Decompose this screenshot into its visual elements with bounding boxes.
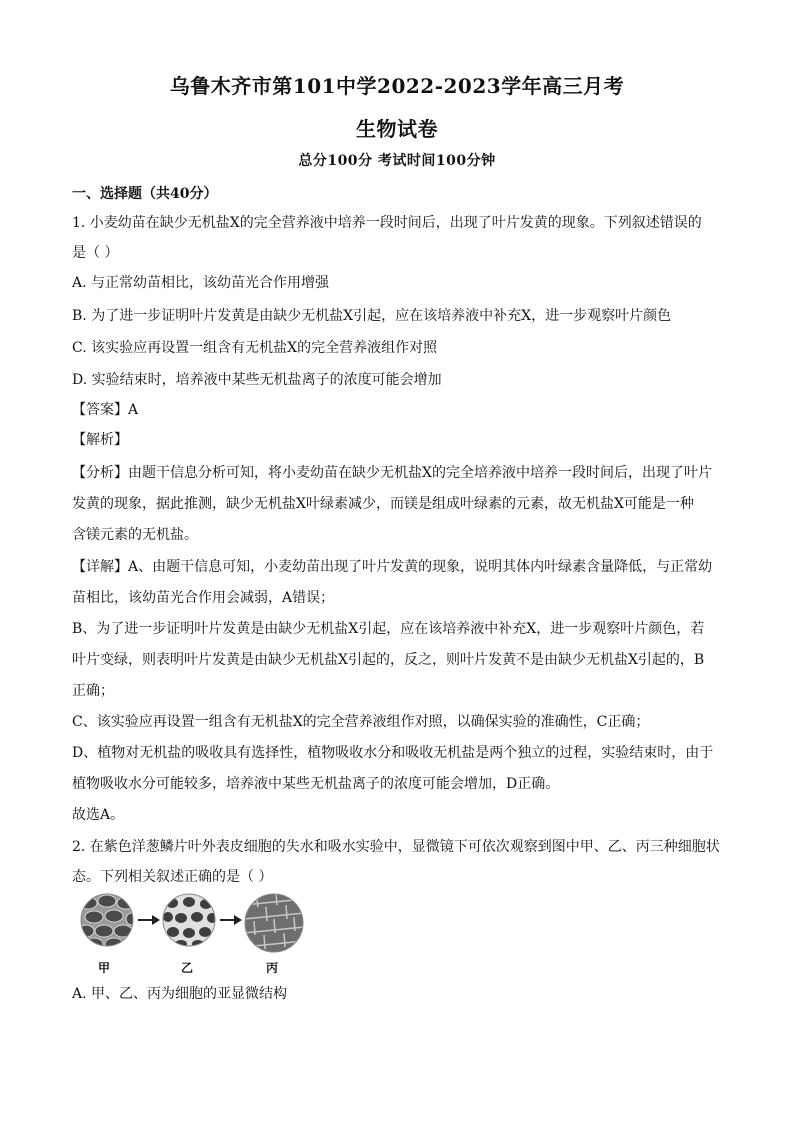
cell-image-bing: [244, 893, 304, 953]
q2-option-a: A. 甲、乙、丙为细胞的亚显微结构: [72, 986, 288, 1002]
cell-state-figure: [80, 893, 320, 975]
q1-option-a: A. 与正常幼苗相比，该幼苗光合作用增强: [72, 275, 330, 291]
arrow-icon: [138, 915, 160, 925]
q1-analysis-label: 【解析】: [72, 432, 128, 448]
exam-subtitle: 生物试卷: [356, 117, 438, 141]
exam-title: 乌鲁木齐市第101中学2022-2023学年高三月考: [169, 74, 625, 98]
q1-stem-line1: 1. 小麦幼苗在缺少无机盐X的完全营养液中培养一段时间后，出现了叶片发黄的现象。下列叙述错误的: [72, 215, 702, 231]
figure-label-bing: 丙: [266, 961, 279, 975]
q1-detail-line5: 正确；: [72, 683, 114, 699]
q1-option-d: D. 实验结束时，培养液中某些无机盐离子的浓度可能会增加: [72, 372, 442, 388]
q1-answer: 【答案】A: [72, 402, 139, 418]
q1-detail-line6: C、该实验应再设置一组含有无机盐X的完全营养液组作对照，以确保实验的准确性，C正确；: [72, 714, 650, 730]
q2-stem-line1: 2. 在紫色洋葱鳞片叶外表皮细胞的失水和吸水实验中，显微镜下可依次观察到图中甲、乙、丙三种细胞状: [72, 839, 720, 855]
q1-detail-line1: 【详解】A、由题干信息可知，小麦幼苗出现了叶片发黄的现象，说明其体内叶绿素含量降低，与正常幼: [72, 559, 713, 575]
figure-label-yi: 乙: [181, 961, 194, 975]
q1-final: 故选A。: [72, 807, 125, 823]
q1-detail-line3: B、为了进一步证明叶片发黄是由缺少无机盐X引起，应在该培养液中补充X，进一步观察叶片颜色，若: [72, 621, 705, 637]
q1-analysis-line1: 【分析】由题干信息分析可知，将小麦幼苗在缺少无机盐X的完全培养液中培养一段时间后，出现了叶片: [72, 465, 712, 481]
cell-image-jia: [80, 893, 134, 947]
q1-detail-line2: 苗相比，该幼苗光合作用会减弱，A错误；: [72, 590, 335, 606]
q1-analysis-line3: 含镁元素的无机盐。: [72, 527, 198, 543]
q1-stem-line2: 是（ ）: [72, 245, 119, 261]
figure-label-jia: 甲: [98, 961, 111, 975]
q1-option-b: B. 为了进一步证明叶片发黄是由缺少无机盐X引起，应在该培养液中补充X，进一步观察叶片颜色: [72, 308, 672, 324]
section-heading: 一、选择题（共40分）: [72, 186, 218, 202]
exam-meta: 总分100分 考试时间100分钟: [298, 153, 496, 169]
q1-detail-line8: 植物吸收水分可能较多，培养液中某些无机盐离子的浓度可能会增加，D正确。: [72, 776, 560, 792]
arrow-icon: [220, 915, 242, 925]
q1-detail-line4: 叶片变绿，则表明叶片发黄是由缺少无机盐X引起的，反之，则叶片发黄不是由缺少无机盐X引起的，B: [72, 652, 705, 668]
q1-detail-line7: D、植物对无机盐的吸收具有选择性，植物吸收水分和吸收无机盐是两个独立的过程，实验结束时，由于: [72, 745, 714, 761]
cell-image-yi: [162, 893, 216, 947]
q1-analysis-line2: 发黄的现象，据此推测，缺少无机盐X叶绿素减少，而镁是组成叶绿素的元素，故无机盐X可能是一种: [72, 496, 694, 512]
q2-stem-line2: 态。下列相关叙述正确的是（ ）: [72, 869, 273, 885]
q1-option-c: C. 该实验应再设置一组含有无机盐X的完全营养液组作对照: [72, 340, 438, 356]
